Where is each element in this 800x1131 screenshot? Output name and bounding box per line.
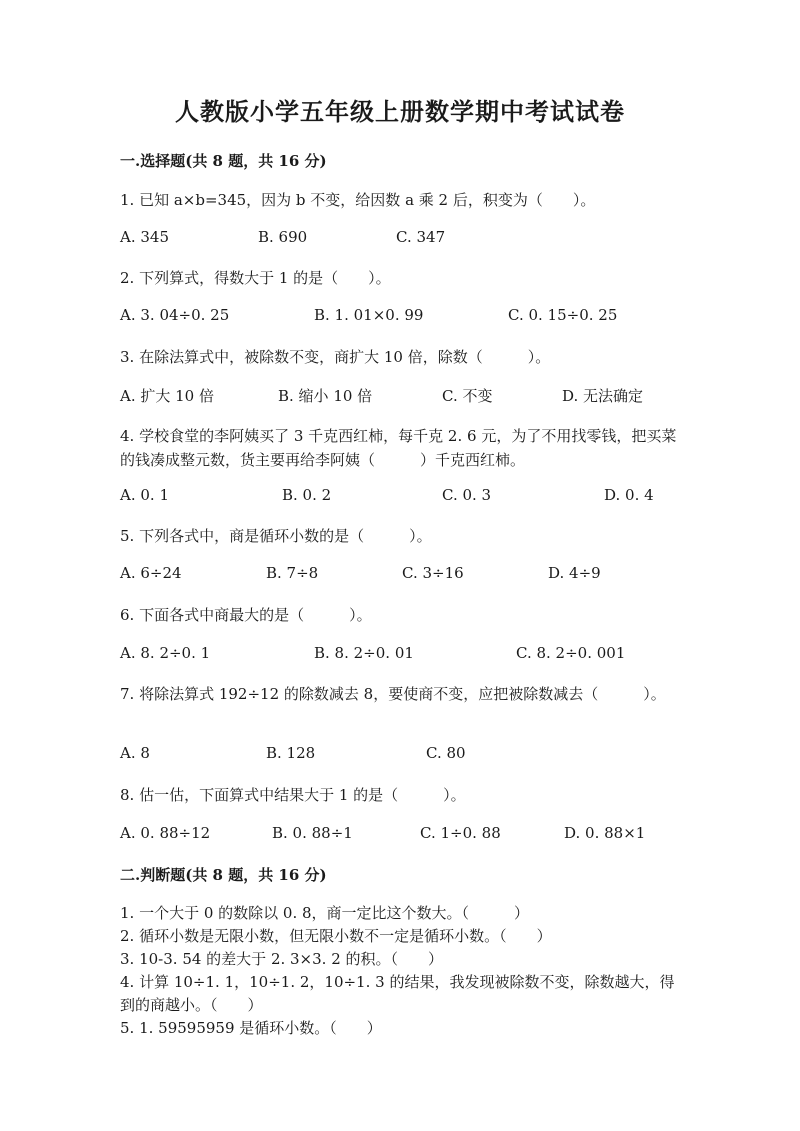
option-b: B. 0. 2 — [282, 486, 332, 504]
option-c: C. 3÷16 — [402, 564, 464, 582]
option-d: D. 0. 4 — [604, 486, 654, 504]
question-6: 6. 下面各式中商最大的是（ ）。 — [120, 606, 372, 624]
option-c: C. 8. 2÷0. 001 — [516, 644, 626, 662]
option-a: A. 6÷24 — [120, 564, 182, 582]
section-heading-true-false: 二.判断题(共 8 题，共 16 分) — [120, 866, 327, 884]
option-d: D. 0. 88×1 — [564, 824, 646, 842]
option-b: B. 缩小 10 倍 — [278, 387, 373, 405]
section-heading-multiple-choice: 一.选择题(共 8 题，共 16 分) — [120, 152, 327, 170]
question-2-options — [120, 306, 680, 330]
option-a: A. 3. 04÷0. 25 — [120, 306, 230, 324]
judgement-item: 2. 循环小数是无限小数，但无限小数不一定是循环小数。（ ） — [120, 927, 552, 945]
judgement-item: 3. 10-3. 54 的差大于 2. 3×3. 2 的积。（ ） — [120, 950, 444, 968]
judgement-item: 4. 计算 10÷1. 1，10÷1. 2，10÷1. 3 的结果，我发现被除数不变，除数越大，得到的商越小。（ ） — [120, 973, 675, 1014]
option-b: B. 0. 88÷1 — [272, 824, 353, 842]
option-c: C. 0. 3 — [442, 486, 492, 504]
option-c: C. 不变 — [442, 387, 493, 405]
question-4-options — [120, 486, 680, 510]
option-a: A. 345 — [120, 228, 169, 246]
question-7: 7. 将除法算式 192÷12 的除数减去 8，要使商不变，应把被除数减去（ ）。 — [120, 685, 666, 703]
option-a: A. 8 — [120, 744, 150, 762]
option-b: B. 1. 01×0. 99 — [314, 306, 424, 324]
option-d: D. 无法确定 — [562, 387, 644, 405]
option-d: D. 4÷9 — [548, 564, 601, 582]
question-3: 3. 在除法算式中，被除数不变，商扩大 10 倍，除数（ ）。 — [120, 348, 551, 366]
question-1: 1. 已知 a×b=345，因为 b 不变，给因数 a 乘 2 后，积变为（ ）。 — [120, 191, 596, 209]
option-a: A. 扩大 10 倍 — [120, 387, 214, 405]
question-5: 5. 下列各式中，商是循环小数的是（ ）。 — [120, 527, 432, 545]
option-a: A. 8. 2÷0. 1 — [120, 644, 211, 662]
exam-title: 人教版小学五年级上册数学期中考试试卷 — [175, 97, 625, 126]
question-2: 2. 下列算式，得数大于 1 的是（ ）。 — [120, 269, 391, 287]
option-b: B. 7÷8 — [266, 564, 319, 582]
question-1-options — [120, 228, 680, 252]
question-3-options — [120, 385, 680, 409]
question-6-options — [120, 644, 680, 668]
option-c: C. 80 — [426, 744, 466, 762]
option-c: C. 0. 15÷0. 25 — [508, 306, 618, 324]
option-b: B. 8. 2÷0. 01 — [314, 644, 414, 662]
option-c: C. 347 — [396, 228, 446, 246]
judgement-item: 5. 1. 59595959 是循环小数。（ ） — [120, 1019, 382, 1037]
option-a: A. 0. 88÷12 — [120, 824, 211, 842]
question-8-options — [120, 824, 680, 848]
option-c: C. 1÷0. 88 — [420, 824, 501, 842]
question-4: 4. 学校食堂的李阿姨买了 3 千克西红柿，每千克 2. 6 元，为了不用找零钱，把买菜的钱凑成整元数，货主要再给李阿姨（ ）千克西红柿。 — [120, 427, 677, 469]
judgement-item: 1. 一个大于 0 的数除以 0. 8，商一定比这个数大。（ ） — [120, 904, 530, 922]
option-a: A. 0. 1 — [120, 486, 169, 504]
question-5-options — [120, 564, 680, 588]
question-8: 8. 估一估，下面算式中结果大于 1 的是（ ）。 — [120, 786, 466, 804]
option-b: B. 690 — [258, 228, 308, 246]
question-7-options — [120, 744, 680, 768]
option-b: B. 128 — [266, 744, 316, 762]
